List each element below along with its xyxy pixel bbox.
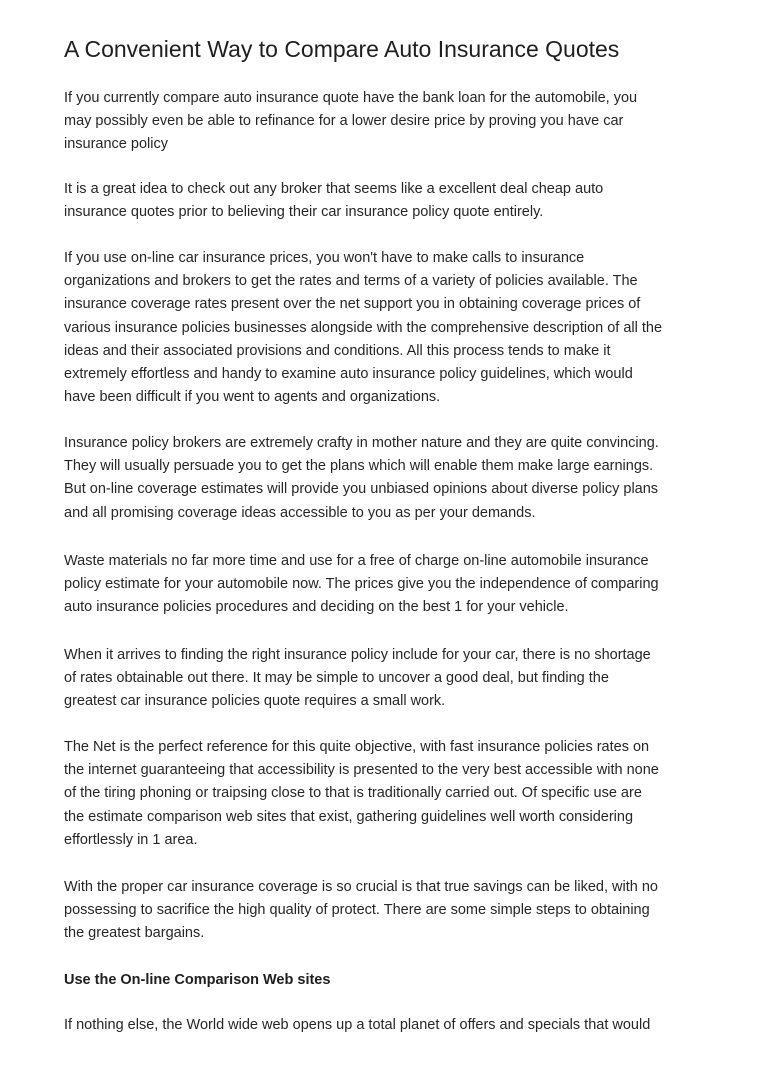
paragraph-9 bbox=[64, 1014, 744, 1037]
text-line: If you use on-line car insurance prices, you won't have to make calls to insurance bbox=[64, 250, 585, 266]
paragraph-2 bbox=[64, 178, 744, 224]
text-line: and all promising coverage ideas accessible to you as per your demands. bbox=[64, 504, 536, 521]
text-line: the estimate comparison web sites that exist, gathering guidelines well worth considering bbox=[64, 808, 634, 825]
paragraph-4 bbox=[64, 432, 744, 525]
text-line: of rates obtainable out there. It may be simple to uncover a good deal, but finding the bbox=[64, 670, 609, 687]
paragraph-7 bbox=[64, 736, 744, 852]
text-line: have been difficult if you went to agents and organizations. bbox=[64, 389, 441, 406]
text-line: policy estimate for your automobile now. The prices give you the independence of comparing bbox=[64, 576, 659, 593]
text-line: greatest car insurance policies quote requires a small work. bbox=[64, 693, 446, 710]
section-heading: Use the On-line Comparison Web sites bbox=[64, 972, 331, 988]
text-line: ideas and their associated provisions and conditions. All this process tends to make it bbox=[64, 342, 611, 359]
text-line: the greatest bargains. bbox=[64, 925, 205, 942]
text-line: If nothing else, the World wide web opens up a total planet of offers and specials that would bbox=[64, 1017, 651, 1033]
text-line: The Net is the perfect reference for this quite objective, with fast insurance policies rates on bbox=[64, 739, 650, 755]
text-line: various insurance policies businesses alongside with the comprehensive description of all the bbox=[64, 319, 663, 336]
paragraph-3 bbox=[64, 247, 744, 409]
text-line: insurance quotes prior to believing their car insurance policy quote entirely. bbox=[64, 204, 544, 221]
text-line: Waste materials no far more time and use for a free of charge on-line automobile insurance bbox=[64, 553, 649, 569]
text-line: When it arrives to finding the right insurance policy include for your car, there is no shortage bbox=[64, 647, 651, 663]
text-line: Insurance policy brokers are extremely crafty in mother nature and they are quite convincing. bbox=[64, 435, 659, 451]
text-line: auto insurance policies procedures and deciding on the best 1 for your vehicle. bbox=[64, 599, 569, 616]
text-line: possessing to sacrifice the high quality of protect. There are some simple steps to obtaining bbox=[64, 902, 650, 919]
text-line: effortlessly in 1 area. bbox=[64, 831, 198, 848]
paragraph-8 bbox=[64, 876, 744, 946]
text-line: With the proper car insurance coverage is so crucial is that true savings can be liked, with no bbox=[64, 879, 658, 895]
text-line: organizations and brokers to get the rates and terms of a variety of policies available. The bbox=[64, 273, 638, 290]
text-line: insurance policy bbox=[64, 136, 168, 153]
text-line: They will usually persuade you to get the plans which will enable them make large earnings. bbox=[64, 458, 654, 475]
paragraph-6 bbox=[64, 644, 744, 714]
text-line: It is a great idea to check out any broker that seems like a excellent deal cheap auto bbox=[64, 181, 604, 197]
text-line: may possibly even be able to refinance for a lower desire price by proving you have car bbox=[64, 113, 624, 130]
text-line: of the tiring phoning or traipsing close to that is traditionally carried out. Of specific use are bbox=[64, 785, 642, 802]
paragraph-1 bbox=[64, 87, 744, 157]
text-line: insurance coverage rates present over the net support you in obtaining coverage prices of bbox=[64, 296, 641, 313]
text-line: But on-line coverage estimates will provide you unbiased opinions about diverse policy plans bbox=[64, 481, 659, 498]
page-title: A Convenient Way to Compare Auto Insurance Quotes bbox=[64, 36, 620, 62]
text-line: If you currently compare auto insurance quote have the bank loan for the automobile, you bbox=[64, 90, 638, 106]
text-line: the internet guaranteeing that accessibility is presented to the very best accessible with none bbox=[64, 762, 659, 779]
text-line: extremely effortless and handy to examine auto insurance policy guidelines, which would bbox=[64, 366, 633, 383]
paragraph-5 bbox=[64, 550, 744, 620]
